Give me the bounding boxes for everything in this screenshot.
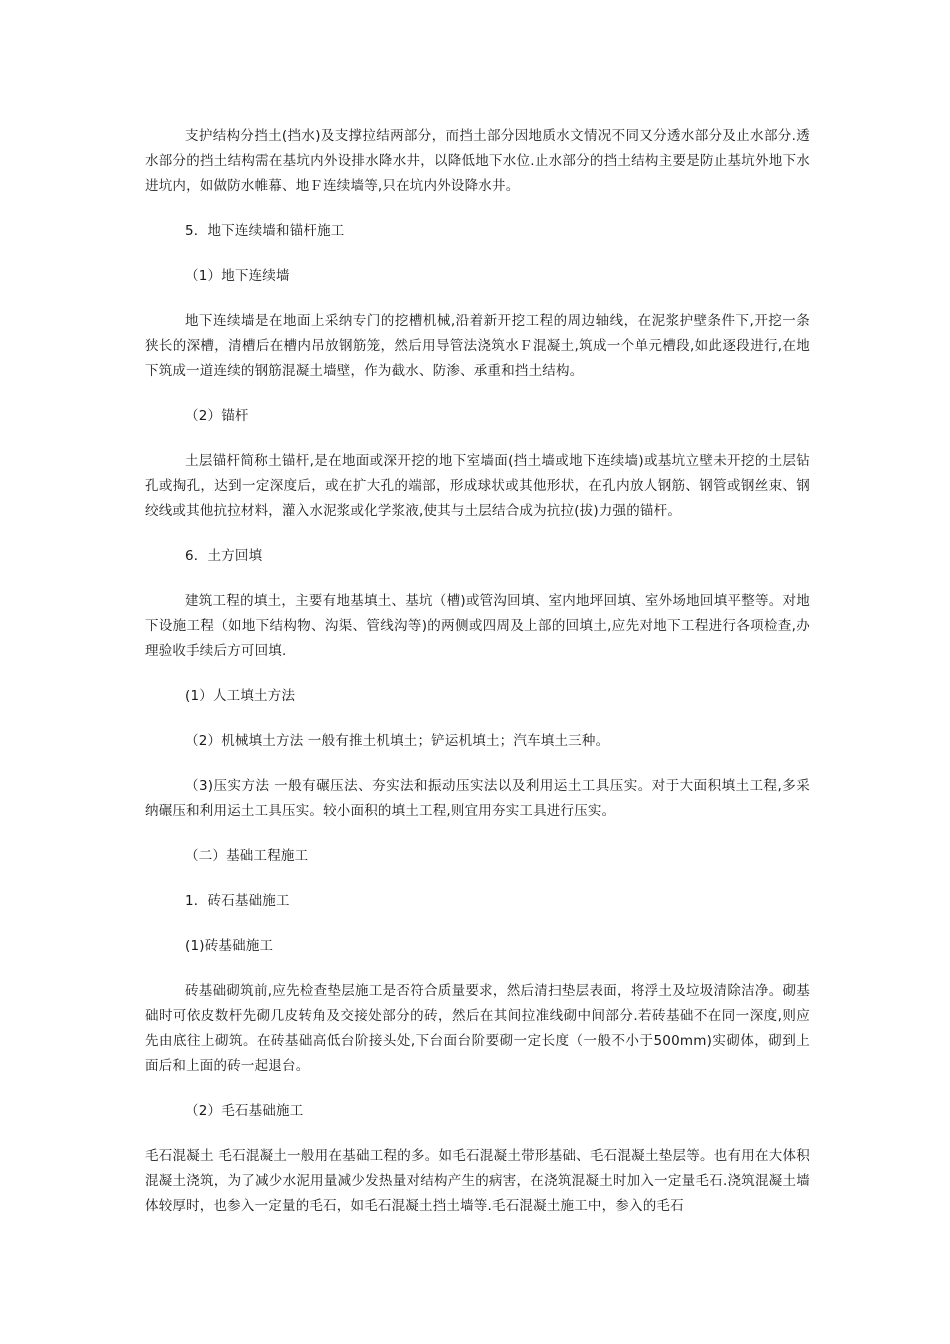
paragraph-compaction: （3)压实方法 一般有碾压法、夯实法和振动压实法以及利用运土工具压实。对于大面积填土工程,多采纳碾压和利用运土工具压实。较小面积的填土工程,则宜用夯实工具进行压实。 xyxy=(145,778,810,819)
subheading-diaphragm-wall: （1）地下连续墙 xyxy=(185,268,290,284)
paragraph-backfill: 建筑工程的填土，主要有地基填土、基坑（槽)或管沟回填、室内地坪回填、室外场地回填平整等。对地下设施工程（如地下结构物、沟渠、管线沟等)的两侧或四周及上部的回填土,应先对地下工程进行各项检查,办理验收手续后方可回填. xyxy=(145,593,810,659)
document-page xyxy=(145,124,810,1219)
subheading-manual-fill: (1）人工填土方法 xyxy=(185,688,296,704)
heading-masonry-foundation: 1．砖石基础施工 xyxy=(185,893,290,909)
subheading-rubble-foundation: （2）毛石基础施工 xyxy=(185,1103,304,1119)
subheading-machine-fill: （2）机械填土方法 一般有推土机填土；铲运机填土；汽车填土三种。 xyxy=(185,733,610,749)
heading-backfill: 6．土方回填 xyxy=(185,548,263,564)
paragraph-support-structure: 支护结构分挡土(挡水)及支撑拉结两部分，而挡土部分因地质水文情况不同又分透水部分及止水部分.透水部分的挡土结构需在基坑内外设排水降水井，以降低地下水位.止水部分的挡土结构主要是防止基坑外地下水进坑内，如做防水帷幕、地Ｆ连续墙等,只在坑内外设降水井。 xyxy=(145,128,810,194)
paragraph-anchor: 土层锚杆简称土锚杆,是在地面或深开挖的地下室墙面(挡土墙或地下连续墙)或基坑立壁未开挖的土层钻孔或掏孔，达到一定深度后，或在扩大孔的端部，形成球状或其他形状，在孔内放人钢筋、钢管或钢丝束、钢绞线或其他抗拉材料，灌入水泥浆或化学浆液,使其与土层结合成为抗拉(拔)力强的锚杆。 xyxy=(145,453,810,519)
paragraph-diaphragm-wall: 地下连续墙是在地面上采纳专门的挖槽机械,沿着新开挖工程的周边轴线，在泥浆护壁条件下,开挖一条狭长的深槽，清槽后在槽内吊放钢筋笼，然后用导管法浇筑水Ｆ混凝土,筑成一个单元槽段,如此逐段进行,在地下筑成一道连续的钢筋混凝土墙壁，作为截水、防渗、承重和挡土结构。 xyxy=(145,313,810,379)
paragraph-brick-foundation: 砖基础砌筑前,应先检查垫层施工是否符合质量要求，然后清扫垫层表面，将浮土及垃圾清除洁净。砌基础时可依皮数杆先砌几皮转角及交接处部分的砖，然后在其间拉准线砌中间部分.若砖基础不在同一深度,则应先由底往上砌筑。在砖基础高低台阶接头处,下台面台阶要砌一定长度（一般不小于500mm)实砌体，砌到上面后和上面的砖一起退台。 xyxy=(145,983,810,1074)
heading-diaphragm-wall-anchor: 5．地下连续墙和锚杆施工 xyxy=(185,223,345,239)
subheading-anchor: （2）锚杆 xyxy=(185,408,249,424)
heading-foundation-works: （二）基础工程施工 xyxy=(185,848,309,864)
paragraph-rubble-concrete: 毛石混凝土 毛石混凝土一般用在基础工程的多。如毛石混凝土带形基础、毛石混凝土垫层等。也有用在大体积混凝土浇筑，为了减少水泥用量减少发热量对结构产生的病害，在浇筑混凝土时加入一定量毛石.浇筑混凝土墙体较厚时，也参入一定量的毛石，如毛石混凝土挡土墙等.毛石混凝土施工中，参入的毛石 xyxy=(145,1148,810,1214)
subheading-brick-foundation: (1)砖基础施工 xyxy=(185,938,274,954)
